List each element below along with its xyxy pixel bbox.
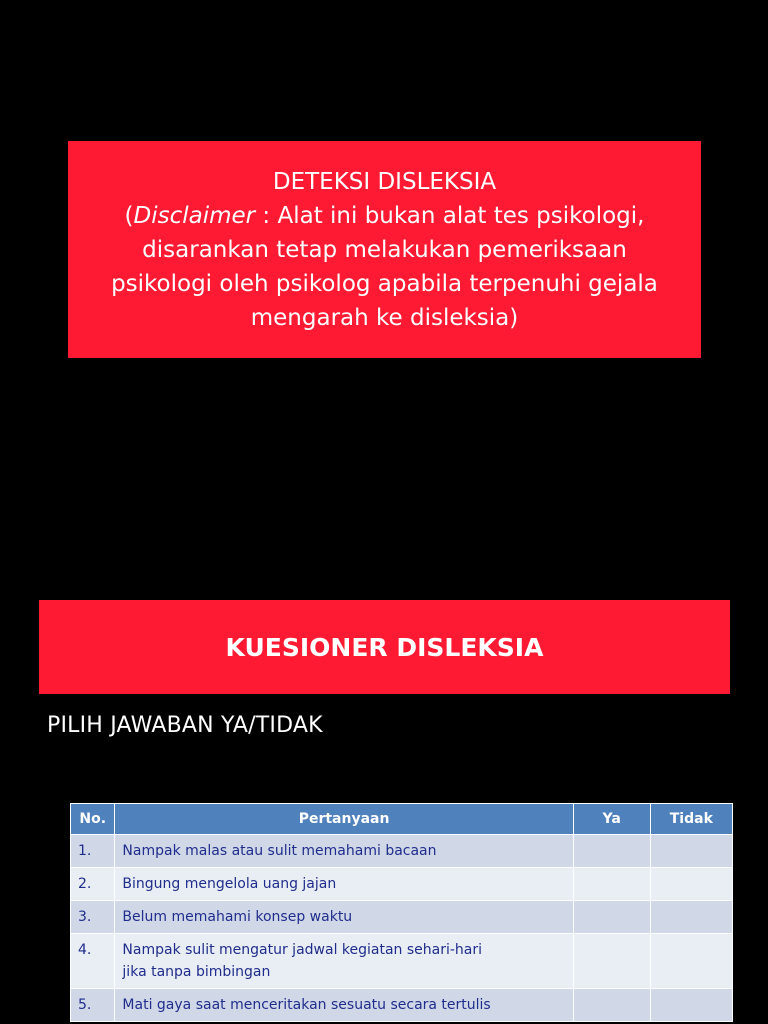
instruction-text: PILIH JAWABAN YA/TIDAK — [47, 713, 323, 738]
answer-no-cell[interactable] — [650, 989, 732, 1022]
disclaimer-line-1-text: : Alat ini bukan alat tes psikologi, — [255, 202, 645, 229]
answer-yes-cell[interactable] — [573, 901, 650, 934]
answer-yes-cell[interactable] — [573, 868, 650, 901]
question-text: Bingung mengelola uang jajan — [122, 876, 337, 892]
disclaimer-line-4: mengarah ke disleksia) — [250, 304, 519, 331]
question-text: Nampak malas atau sulit memahami bacaan — [122, 843, 437, 859]
answer-yes-cell[interactable] — [573, 934, 650, 989]
row-number: 5. — [71, 989, 115, 1022]
answer-no-cell[interactable] — [650, 934, 732, 989]
question-text: Nampak sulit mengatur jadwal kegiatan sehari-hari — [122, 942, 483, 958]
answer-yes-cell[interactable] — [573, 989, 650, 1022]
disclaimer-banner — [68, 141, 701, 358]
header-no: No. — [71, 804, 115, 835]
answer-no-cell[interactable] — [650, 901, 732, 934]
row-number: 2. — [71, 868, 115, 901]
question-text: Mati gaya saat menceritakan sesuatu secara tertulis — [122, 997, 491, 1013]
table-row — [71, 934, 733, 989]
table-row — [71, 835, 733, 868]
table-row — [71, 901, 733, 934]
row-question — [115, 901, 573, 934]
row-question — [115, 835, 573, 868]
answer-no-cell[interactable] — [650, 835, 732, 868]
questionnaire-table — [70, 803, 733, 1022]
disclaimer-line-2: disarankan tetap melakukan pemeriksaan — [142, 236, 627, 263]
section-title: KUESIONER DISLEKSIA — [225, 632, 544, 662]
row-number: 1. — [71, 835, 115, 868]
answer-yes-cell[interactable] — [573, 835, 650, 868]
question-text: Belum memahami konsep waktu — [122, 909, 353, 925]
row-question — [115, 868, 573, 901]
row-number: 4. — [71, 934, 115, 989]
banner-title: DETEKSI DISLEKSIA — [272, 168, 497, 195]
row-question — [115, 989, 573, 1022]
disclaimer-line-1 — [125, 199, 645, 233]
table-row — [71, 868, 733, 901]
header-question: Pertanyaan — [115, 804, 573, 835]
answer-no-cell[interactable] — [650, 868, 732, 901]
disclaimer-line-3: psikologi oleh psikolog apabila terpenuhi gejala — [111, 270, 658, 297]
section-banner — [39, 600, 730, 694]
table-row — [71, 989, 733, 1022]
row-number: 3. — [71, 901, 115, 934]
disclaimer-open-paren: ( — [124, 202, 134, 229]
question-text-continued: jika tanpa bimbingan — [122, 964, 271, 980]
header-no-answer: Tidak — [650, 804, 732, 835]
table-header-row — [71, 804, 733, 835]
row-question — [115, 934, 573, 989]
disclaimer-label: Disclaimer — [133, 202, 256, 229]
header-yes: Ya — [573, 804, 650, 835]
